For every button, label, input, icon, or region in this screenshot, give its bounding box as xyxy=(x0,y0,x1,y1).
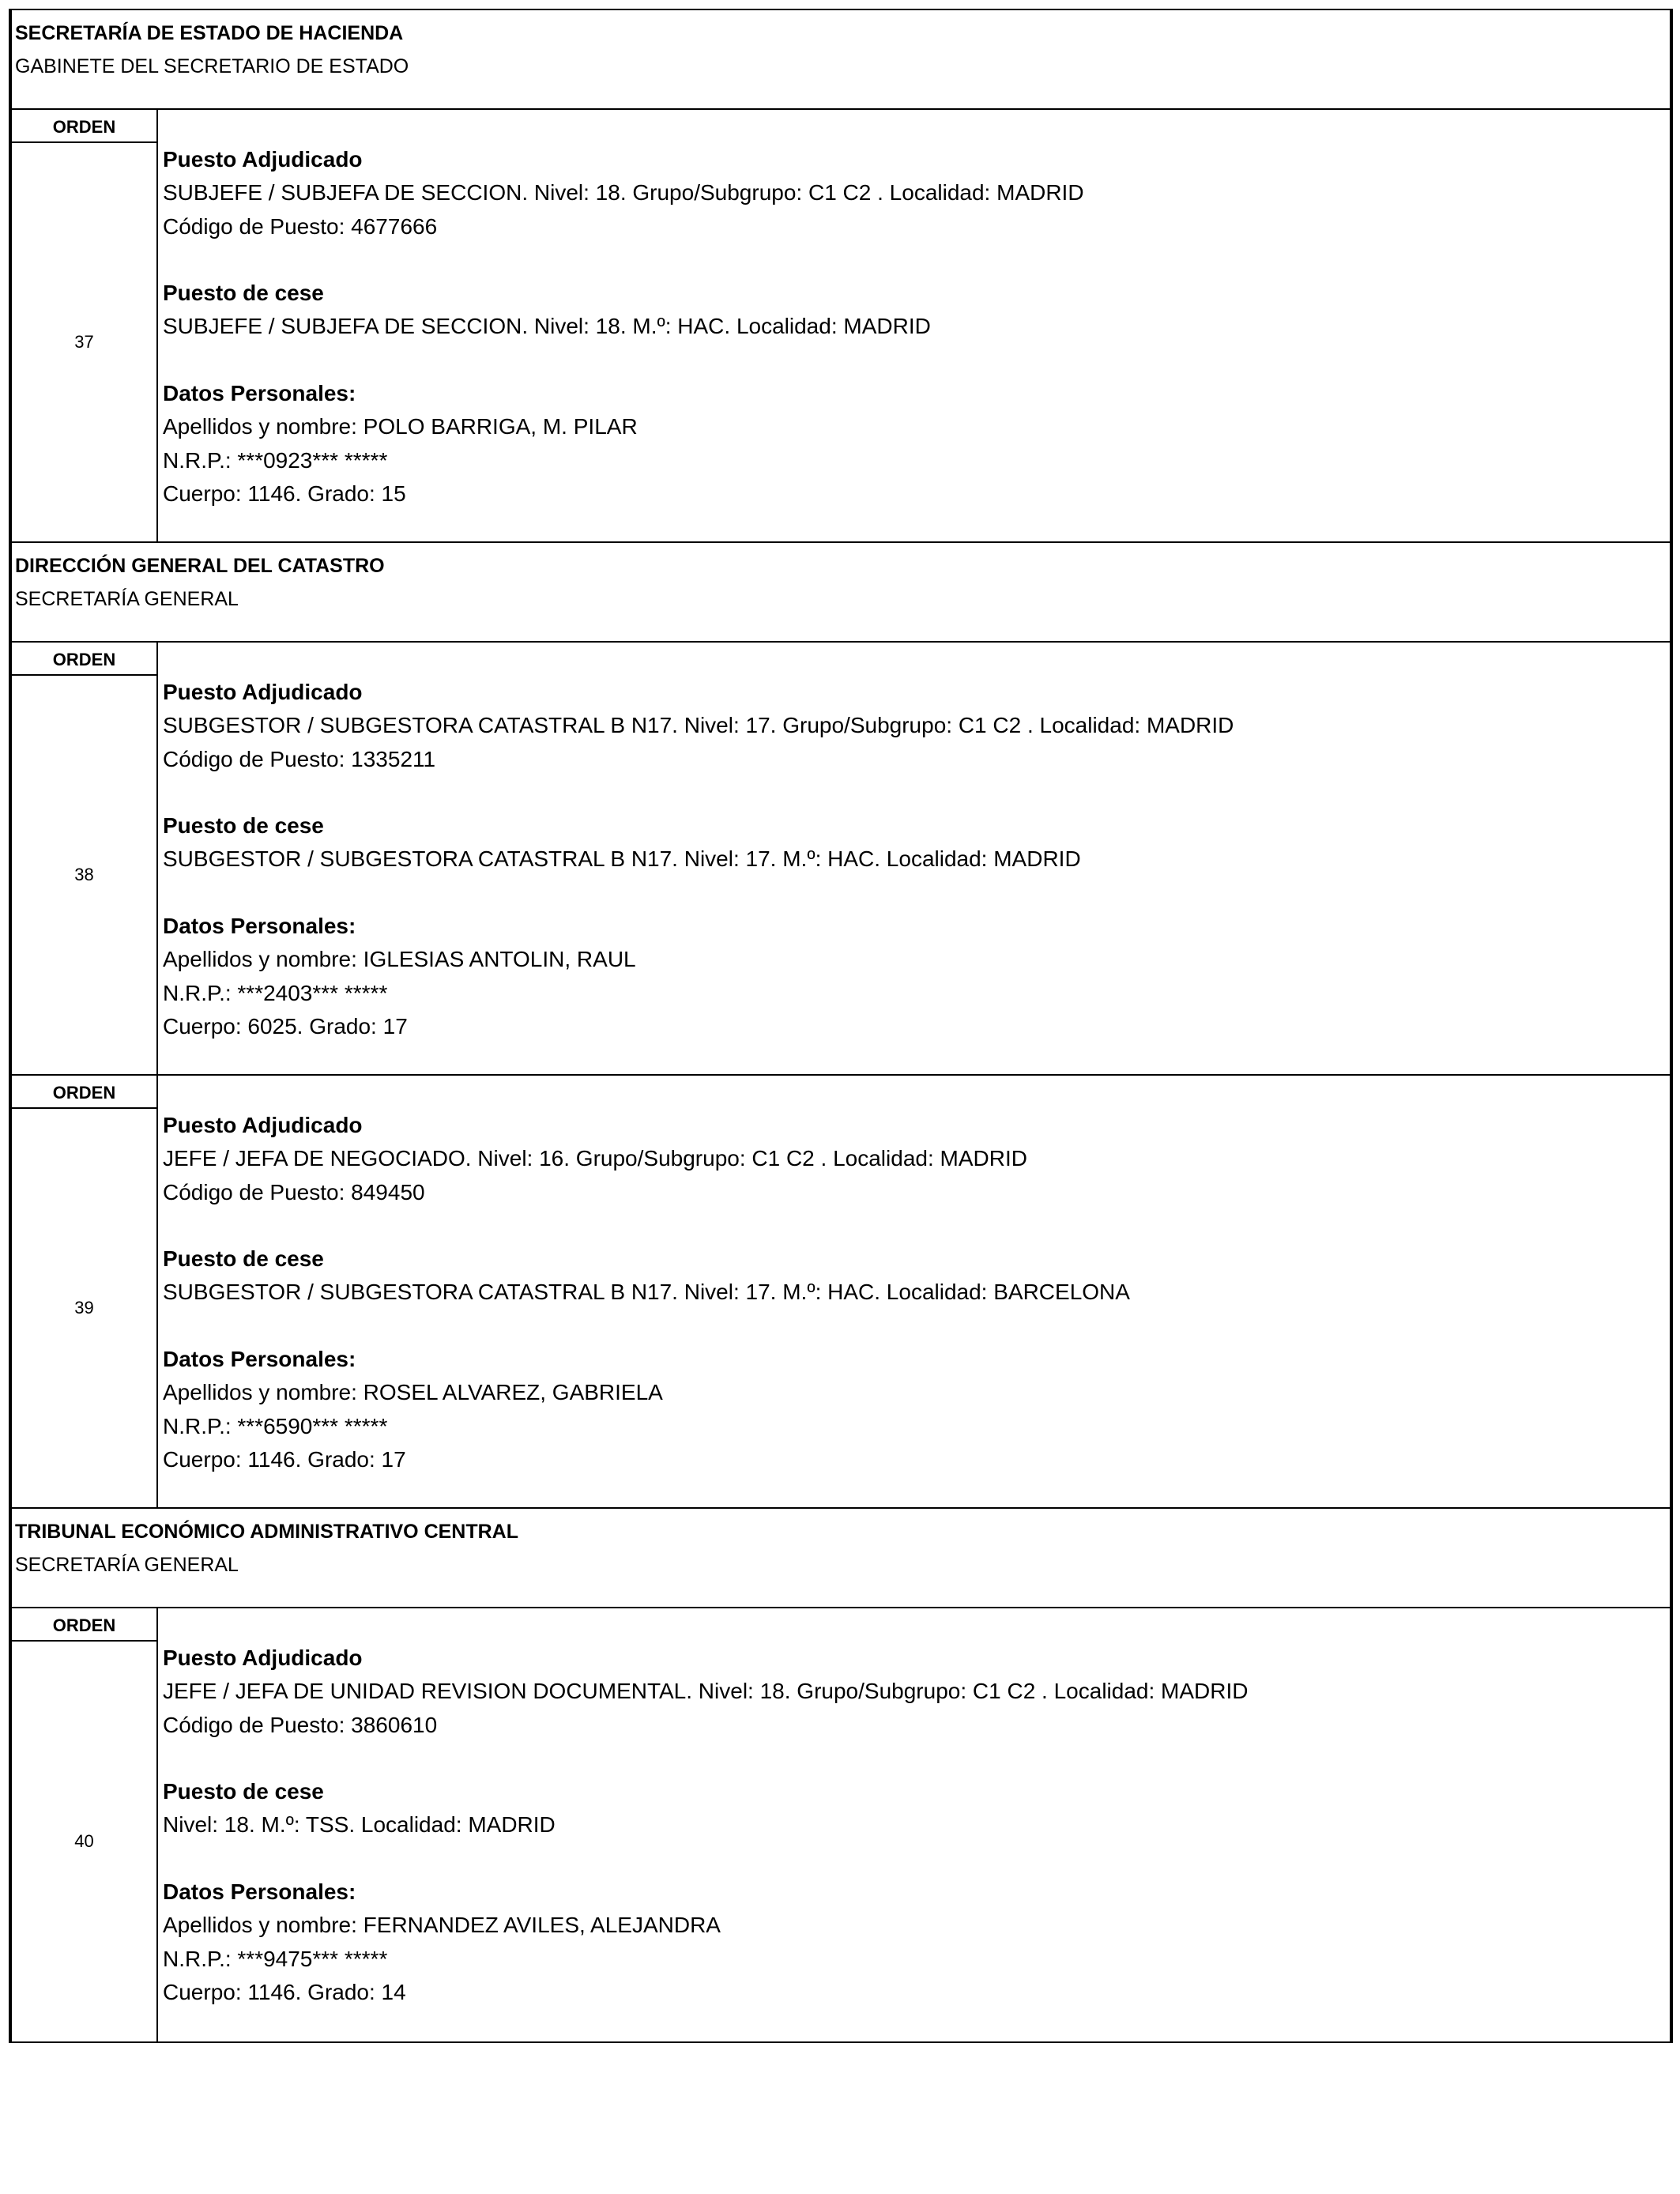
puesto-cese-label: Puesto de cese xyxy=(163,813,324,839)
nrp: N.R.P.: ***2403*** ***** xyxy=(163,980,388,1005)
orden-label: ORDEN xyxy=(12,110,156,143)
cuerpo-grado: Cuerpo: 1146. Grado: 15 xyxy=(163,481,406,506)
cuerpo-grado: Cuerpo: 1146. Grado: 14 xyxy=(163,1979,406,2004)
puesto-cese-label: Puesto de cese xyxy=(163,1779,324,1804)
cuerpo-grado: Cuerpo: 6025. Grado: 17 xyxy=(163,1013,408,1039)
codigo-puesto: Código de Puesto: 3860610 xyxy=(163,1712,438,1737)
apellidos-nombre: Apellidos y nombre: IGLESIAS ANTOLIN, RAUL xyxy=(163,947,636,972)
entry-row xyxy=(12,110,1670,543)
org-unit: SECRETARÍA GENERAL xyxy=(15,1554,239,1576)
resolution-table xyxy=(9,9,1673,2043)
entry-details xyxy=(158,110,1670,541)
entry-details xyxy=(158,1608,1670,2041)
puesto-adjudicado-value: SUBJEFE / SUBJEFA DE SECCION. Nivel: 18. Grupo/Subgrupo: C1 C2 . Localidad: MADRID xyxy=(163,180,1084,205)
orden-label: ORDEN xyxy=(12,1076,156,1109)
puesto-cese-label: Puesto de cese xyxy=(163,1246,324,1272)
cuerpo-grado: Cuerpo: 1146. Grado: 17 xyxy=(163,1446,406,1472)
nrp: N.R.P.: ***0923*** ***** xyxy=(163,447,388,473)
org-name: SECRETARÍA DE ESTADO DE HACIENDA xyxy=(15,22,404,44)
orden-column xyxy=(12,1608,158,2041)
orden-label: ORDEN xyxy=(12,643,156,676)
orden-number: 39 xyxy=(74,1298,94,1318)
puesto-adjudicado-value: JEFE / JEFA DE NEGOCIADO. Nivel: 16. Grupo/Subgrupo: C1 C2 . Localidad: MADRID xyxy=(163,1146,1027,1171)
apellidos-nombre: Apellidos y nombre: ROSEL ALVAREZ, GABRIELA xyxy=(163,1380,663,1405)
org-header xyxy=(12,543,1670,643)
apellidos-nombre: Apellidos y nombre: FERNANDEZ AVILES, ALEJANDRA xyxy=(163,1913,721,1938)
puesto-adjudicado-label: Puesto Adjudicado xyxy=(163,147,363,172)
entry-row xyxy=(12,643,1670,1076)
orden-column xyxy=(12,1076,158,1507)
puesto-adjudicado-value: JEFE / JEFA DE UNIDAD REVISION DOCUMENTAL. Nivel: 18. Grupo/Subgrupo: C1 C2 . Localidad: MADRID xyxy=(163,1679,1249,1704)
apellidos-nombre: Apellidos y nombre: POLO BARRIGA, M. PILAR xyxy=(163,414,638,439)
datos-personales-label: Datos Personales: xyxy=(163,914,356,939)
org-name: TRIBUNAL ECONÓMICO ADMINISTRATIVO CENTRAL xyxy=(15,1521,519,1543)
puesto-adjudicado-label: Puesto Adjudicado xyxy=(163,1646,363,1670)
entry-details xyxy=(158,643,1670,1074)
puesto-cese-label: Puesto de cese xyxy=(163,281,324,306)
orden-label: ORDEN xyxy=(12,1608,156,1642)
puesto-cese-value: SUBGESTOR / SUBGESTORA CATASTRAL B N17. Nivel: 17. M.º: HAC. Localidad: BARCELONA xyxy=(163,1280,1130,1305)
org-unit: GABINETE DEL SECRETARIO DE ESTADO xyxy=(15,55,409,77)
orden-column xyxy=(12,110,158,541)
orden-number: 37 xyxy=(74,332,94,352)
puesto-adjudicado-value: SUBGESTOR / SUBGESTORA CATASTRAL B N17. Nivel: 17. Grupo/Subgrupo: C1 C2 . Localidad: MADRID xyxy=(163,713,1234,738)
orden-number: 40 xyxy=(74,1831,94,1851)
codigo-puesto: Código de Puesto: 4677666 xyxy=(163,213,438,239)
entry-details xyxy=(158,1076,1670,1507)
datos-personales-label: Datos Personales: xyxy=(163,381,356,406)
org-unit: SECRETARÍA GENERAL xyxy=(15,588,239,610)
entry-row xyxy=(12,1608,1670,2041)
puesto-cese-value: SUBGESTOR / SUBGESTORA CATASTRAL B N17. Nivel: 17. M.º: HAC. Localidad: MADRID xyxy=(163,846,1081,872)
orden-column xyxy=(12,643,158,1074)
puesto-adjudicado-label: Puesto Adjudicado xyxy=(163,680,363,704)
org-name: DIRECCIÓN GENERAL DEL CATASTRO xyxy=(15,555,385,577)
datos-personales-label: Datos Personales: xyxy=(163,1347,356,1372)
orden-number: 38 xyxy=(74,865,94,884)
entry-row xyxy=(12,1076,1670,1509)
codigo-puesto: Código de Puesto: 849450 xyxy=(163,1179,425,1204)
datos-personales-label: Datos Personales: xyxy=(163,1879,356,1905)
puesto-adjudicado-label: Puesto Adjudicado xyxy=(163,1113,363,1137)
codigo-puesto: Código de Puesto: 1335211 xyxy=(163,746,436,771)
puesto-cese-value: Nivel: 18. M.º: TSS. Localidad: MADRID xyxy=(163,1812,556,1838)
puesto-cese-value: SUBJEFE / SUBJEFA DE SECCION. Nivel: 18. M.º: HAC. Localidad: MADRID xyxy=(163,314,931,339)
nrp: N.R.P.: ***6590*** ***** xyxy=(163,1413,388,1438)
org-header xyxy=(12,1509,1670,1608)
org-header xyxy=(12,10,1670,110)
nrp: N.R.P.: ***9475*** ***** xyxy=(163,1946,388,1971)
